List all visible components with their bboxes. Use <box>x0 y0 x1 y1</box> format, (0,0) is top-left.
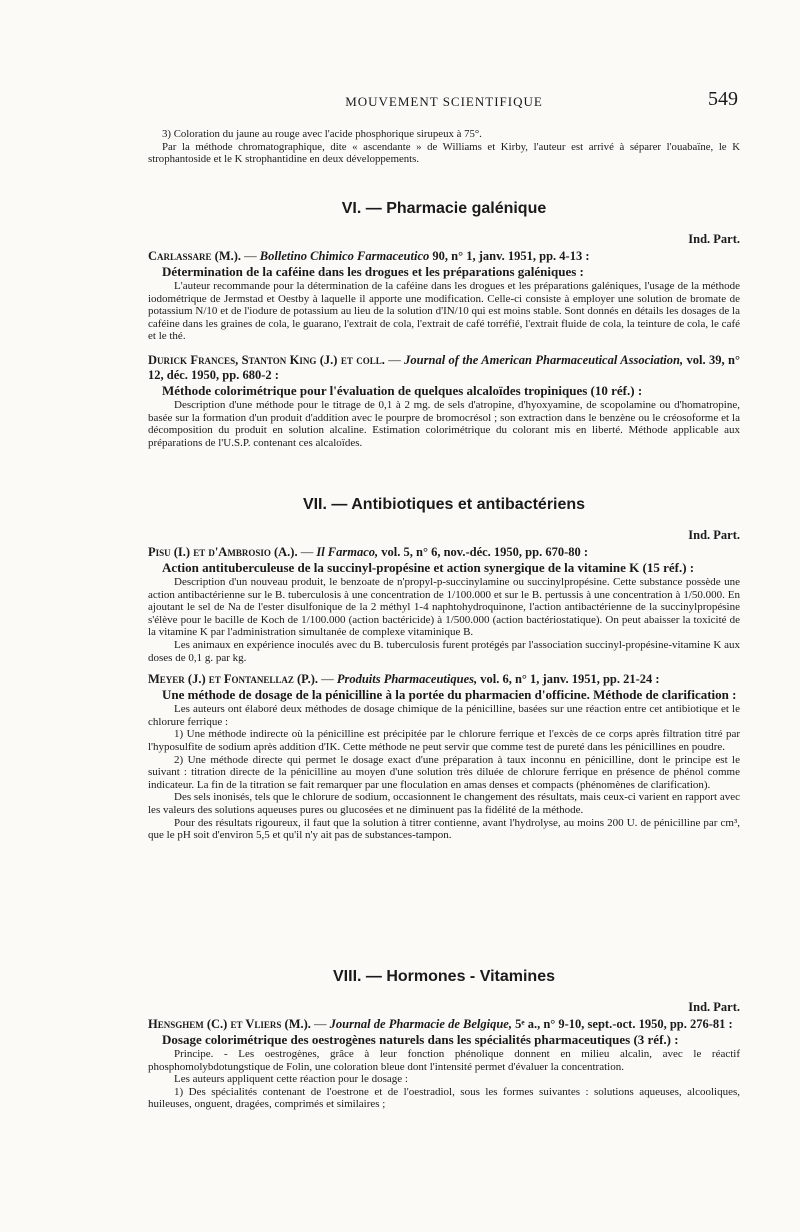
abstract-entry <box>148 545 740 664</box>
citation-details: 5ᵉ a., n° 9-10, sept.-oct. 1950, pp. 276-81 : <box>511 1017 733 1031</box>
citation-details: vol. 6, n° 1, janv. 1951, pp. 21-24 : <box>477 672 660 687</box>
abstract-entry <box>148 249 740 343</box>
citation-line: Durick Frances, Stanton King (J.) et coll. — Journal of the American Pharmaceutical Association, vol. 39, n° 12, déc. 1950, pp. 680-2 : <box>148 352 740 382</box>
abstract-paragraph: Les animaux en expérience inoculés avec du B. tuberculosis furent protégés par l'association succinyl-propésine-vitamine K aux doses de 0,1 g. par kg. <box>148 638 740 664</box>
authors: Durick Frances, Stanton King (J.) et coll. <box>148 352 385 367</box>
citation-line: Hensghem (C.) et Vliers (M.). — Journal de Pharmacie de Belgique, 5ᵉ a., n° 9-10, sept.-oct. 1950, pp. 276-81 : <box>148 1017 733 1031</box>
entry-title: Action antituberculeuse de la succinyl-propésine et action synergique de la vitamine K (15 réf.) : <box>162 560 695 575</box>
journal-name: Il Farmaco, <box>316 545 379 559</box>
abstract-paragraph: Pour des résultats rigoureux, il faut que la solution à titrer contienne, avant l'hydrolyse, au moins 200 U. de pénicilline par cm³, que le pH soit d'environ 5,5 et qu'il n'y ait pas de substances-tampon. <box>148 816 740 842</box>
citation-details: vol. 39, n° 12, déc. 1950, pp. 680-2 : <box>148 352 740 382</box>
section-title: VI. — Pharmacie galénique <box>341 200 547 217</box>
citation-details: vol. 5, n° 6, nov.-déc. 1950, pp. 670-80 : <box>378 545 589 559</box>
abstract-paragraph: Principe. - Les oestrogènes, grâce à leur fonction phénolique donnent en milieu alcalin, avec le réactif phosphomolybdotungstique de Folin, une coloration bleue dont l'intensité permet d'évaluer la concentration. <box>148 1048 740 1073</box>
journal-name: Journal of the American Pharmaceutical Association, <box>404 352 684 367</box>
section-antibiotiques <box>148 496 740 842</box>
section-title: VIII. — Hormones - Vitamines <box>333 968 555 985</box>
entry-title: Méthode colorimétrique pour l'évaluation de quelques alcaloïdes tropiniques (10 réf.) : <box>162 382 643 398</box>
abstract-paragraph: 2) Une méthode directe qui permet le dosage exact d'une préparation à taux inconnu en pénicilline, dont le principe est le suivant : titration directe de la pénicilline au moyen d'une solution très diluée de chlorure ferrique en présence de phénol comme indicateur. La fin de la titration se fait remarquer par une floculation en amas denses et compacts (phénomènes de clarification). <box>148 753 740 791</box>
authors: Pisu (I.) et d'Ambrosio (A.). <box>148 545 298 559</box>
intro-paragraph: Par la méthode chromatographique, dite « ascendante » de Williams et Kirby, l'auteur est arrivé à séparer l'ouabaïne, le K strophantoside et le K strophantidine en deux développements. <box>148 140 740 166</box>
abstract-paragraph: Des sels inonisés, tels que le chlorure de sodium, occasionnent le changement des résultats, mais ceux-ci varient en rapport avec les valeurs des solutions aqueuses pures ou glucosées et ne diminuent pas la fidélité de la méthode. <box>148 791 740 816</box>
abstract-text <box>148 280 740 343</box>
entry-title: Une méthode de dosage de la pénicilline à la portée du pharmacien d'officine. Méthode de clarification : <box>162 687 737 703</box>
authors: Hensghem (C.) et Vliers (M.). <box>148 1017 311 1031</box>
ind-part-label: Ind. Part. <box>688 528 740 542</box>
abstract-entry <box>148 353 740 449</box>
section-hormones-vitamines <box>148 968 740 1111</box>
ind-part-label: Ind. Part. <box>688 1000 740 1014</box>
intro-paragraph: 3) Coloration du jaune au rouge avec l'acide phosphorique sirupeux à 75°. <box>162 128 482 140</box>
ind-part-label: Ind. Part. <box>688 232 740 246</box>
citation-line: Meyer (J.) et Fontanellaz (P.). — Produits Pharmaceutiques, vol. 6, n° 1, janv. 1951, pp. 21-24 : <box>148 672 660 687</box>
abstract-paragraph: Description d'une méthode pour le titrage de 0,1 à 2 mg. de sels d'atropine, d'hyoxyamine, de scopolamine ou d'homatropine, basée sur la formation d'un produit d'addition avec le pourpre de bromocrésol ; son extraction dans le benzène ou le créosoforme et la décomposition du produit en solution alcaline. Estimation colorimétrique du colorant mis en liberté. Méthode applicable aux préparations de l'U.S.P. contenant ces alcaloïdes. <box>148 398 740 449</box>
journal-name: Journal de Pharmacie de Belgique, <box>329 1017 512 1031</box>
authors: Meyer (J.) et Fontanellaz (P.). <box>148 672 319 687</box>
authors: Carlassare (M.). <box>148 249 242 263</box>
abstract-paragraph: L'auteur recommande pour la détermination de la caféine dans les drogues et les préparations galéniques, l'usage de la méthode iodométrique de Jermstad et Oestby à laquelle il apporte une modification. Celle-ci consiste à employer une solution de bromate de potassium N/10 et de l'iodure de potassium au lieu de la solution d'IN/10 qui est moins stable. Sont donnés en détails les dosages de la caféine dans les graines de cola, le guarano, l'extrait de cola, l'extrait de café torréfié, l'extrait fluide de cola, la teinture de cola, le café et le thé. <box>148 280 740 343</box>
intro-text <box>148 128 740 166</box>
citation-details: 90, n° 1, janv. 1951, pp. 4-13 : <box>429 249 590 263</box>
section-pharmacie-galenique <box>148 200 740 449</box>
entry-title: Dosage colorimétrique des oestrogènes naturels dans les spécialités pharmaceutiques (3 réf.) : <box>162 1032 679 1047</box>
running-head <box>148 88 740 114</box>
journal-name: Bolletino Chimico Farmaceutico <box>259 249 430 263</box>
abstract-entry <box>148 672 740 842</box>
abstract-paragraph: Les auteurs appliquent cette réaction pour le dosage : <box>174 1073 408 1086</box>
abstract-paragraph: Description d'un nouveau produit, le benzoate de n'propyl-p-succinylamine ou succinylpropésine. Cette substance possède une action antibactérienne sur le B. tuberculosis à une concentration de 1/100.000 et sur le B. pertussis à une concentration à 1/50.000. En ajoutant le sel de Na de l'ester disulfonique de la 2 méthyl 1-4 naphtohydroquinone, l'action antibactérienne de la succinylpropésine s'élève pour le bacille de Koch de 1/100.000 (action bactéricide) à 1/500.000 (action bactériostatique). On peut abaisser la toxicité de la vitamine K par l'administration simultanée de complexe vitaminique B. <box>148 576 740 639</box>
running-title: MOUVEMENT SCIENTIFIQUE <box>345 94 543 109</box>
journal-name: Produits Pharmaceutiques, <box>336 672 478 687</box>
abstract-text <box>148 1048 740 1111</box>
section-title: VII. — Antibiotiques et antibactériens <box>302 496 586 513</box>
citation-line: Carlassare (M.). — Bolletino Chimico Farmaceutico 90, n° 1, janv. 1951, pp. 4-13 : <box>148 249 590 263</box>
abstract-text <box>148 703 740 842</box>
abstract-paragraph: 1) Des spécialités contenant de l'oestrone et de l'oestradiol, sous les formes suivantes : solutions aqueuses, alcooliques, huileuses, onguent, dragées, comprimés et similaires ; <box>148 1085 740 1111</box>
page-number: 549 <box>708 88 738 110</box>
abstract-text <box>148 576 740 664</box>
abstract-paragraph: Les auteurs ont élaboré deux méthodes de dosage chimique de la pénicilline, basées sur une réaction entre cet antibiotique et le chlorure ferrique : <box>148 703 740 728</box>
citation-line: Pisu (I.) et d'Ambrosio (A.). — Il Farmaco, vol. 5, n° 6, nov.-déc. 1950, pp. 670-80 : <box>148 545 589 559</box>
abstract-paragraph: 1) Une méthode indirecte où la pénicilline est précipitée par le chlorure ferrique et l'excès de ce corps après filtration titré par l'hyposulfite de sodium après addition d'IK. Cette méthode ne peut servir que comme test de pureté dans les pénicillines en poudre. <box>148 728 740 753</box>
abstract-text <box>148 399 740 449</box>
abstract-entry <box>148 1017 740 1111</box>
entry-title: Détermination de la caféine dans les drogues et les préparations galéniques : <box>162 264 584 279</box>
